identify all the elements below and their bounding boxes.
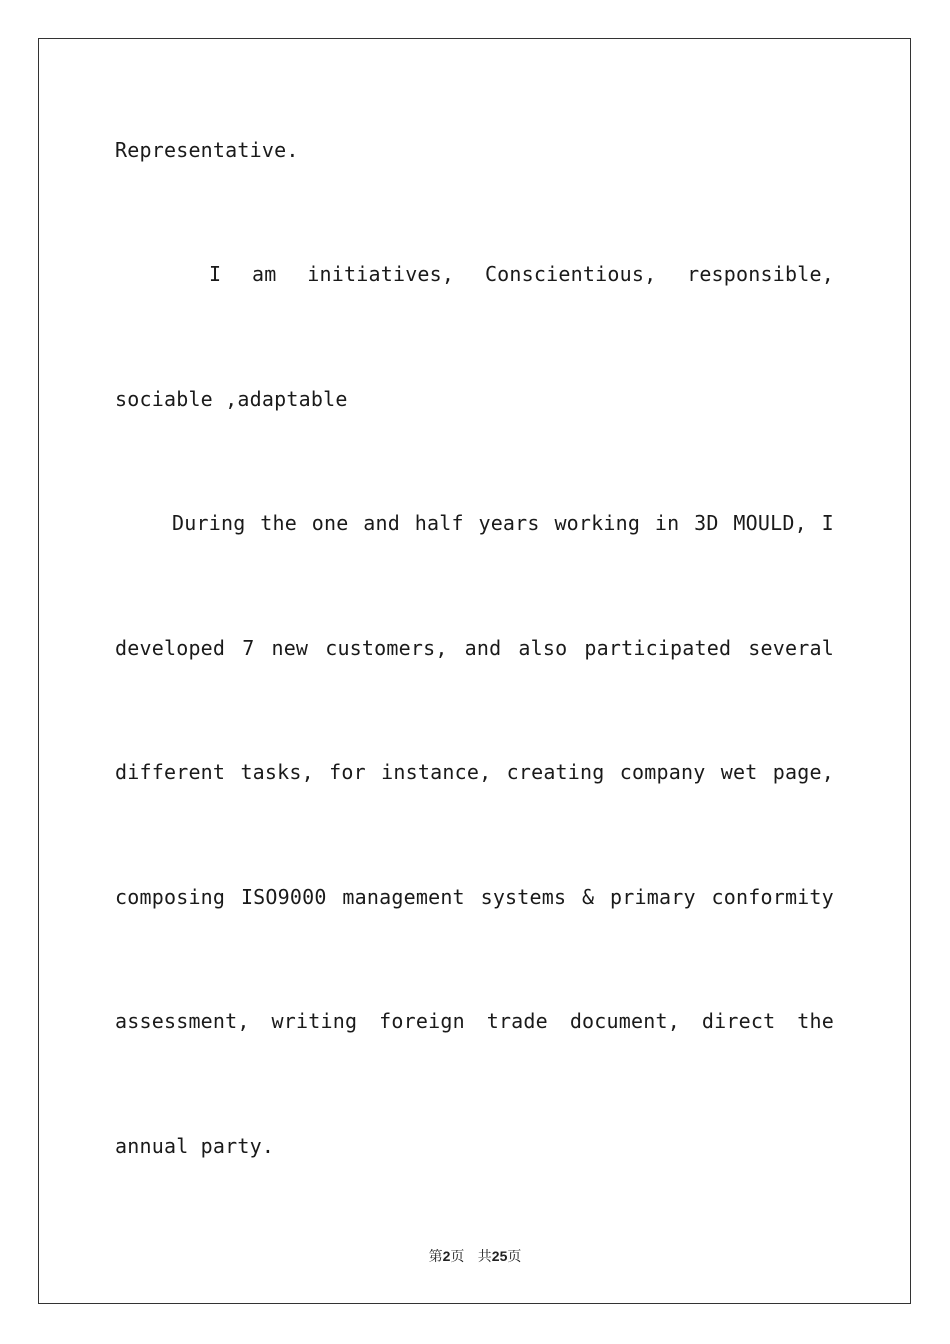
text-line-1 — [115, 137, 834, 163]
word: conformity — [711, 885, 834, 909]
total-prefix: 共 — [477, 1249, 492, 1265]
text-line-4 — [115, 510, 834, 536]
word: sociable ,adaptable — [115, 387, 348, 411]
text-line-3 — [115, 386, 834, 412]
word: & — [582, 885, 595, 909]
text-line-2 — [115, 261, 834, 287]
word: one — [311, 511, 349, 535]
word: trade — [486, 1009, 548, 1033]
word: wet — [720, 760, 758, 784]
word: primary — [610, 885, 696, 909]
word: new — [271, 636, 309, 660]
page-footer — [0, 1246, 950, 1267]
word: 7 — [242, 636, 255, 660]
word: MOULD, — [733, 511, 807, 535]
word: assessment, — [115, 1009, 250, 1033]
page-number: 2 — [442, 1248, 451, 1264]
word: I — [821, 511, 834, 535]
word: document, — [569, 1009, 680, 1033]
word: and — [464, 636, 502, 660]
word: 3D — [694, 511, 719, 535]
word: customers, — [325, 636, 448, 660]
page-border — [38, 38, 911, 1304]
word: working — [554, 511, 641, 535]
word: systems — [480, 885, 567, 909]
word: different — [115, 760, 226, 784]
word: the — [260, 511, 297, 535]
word: participated — [584, 636, 732, 660]
word: management — [342, 885, 465, 909]
word: Representative. — [115, 138, 299, 162]
word: direct — [701, 1009, 776, 1033]
word: creating — [506, 760, 605, 784]
word: writing — [271, 1009, 358, 1033]
word: I — [209, 262, 222, 286]
total-pages: 25 — [491, 1248, 508, 1264]
word: for — [329, 760, 366, 784]
total-suffix: 页 — [507, 1249, 522, 1265]
word: During — [172, 511, 246, 535]
word: also — [518, 636, 568, 660]
word: foreign — [379, 1009, 465, 1033]
word: company — [619, 760, 706, 784]
text-line-6 — [115, 759, 834, 785]
word: ISO9000 — [240, 885, 327, 909]
page-suffix: 页 — [450, 1249, 465, 1265]
word: composing — [115, 885, 226, 909]
word: in — [654, 511, 680, 535]
text-line-7 — [115, 884, 834, 910]
word: annual party. — [115, 1134, 275, 1158]
word: several — [748, 636, 834, 660]
word: years — [478, 511, 540, 535]
word: Conscientious, — [484, 262, 657, 286]
page-prefix: 第 — [428, 1249, 443, 1265]
text-line-5 — [115, 635, 834, 661]
word: and — [363, 511, 400, 535]
text-line-9 — [115, 1133, 834, 1159]
word: half — [414, 511, 464, 535]
word: initiatives, — [307, 262, 455, 286]
word: responsible, — [687, 262, 834, 286]
text-line-8 — [115, 1008, 834, 1034]
word: the — [797, 1009, 834, 1033]
word: developed — [115, 636, 226, 660]
word: tasks, — [240, 760, 314, 784]
word: instance, — [381, 760, 492, 784]
word: am — [252, 262, 277, 286]
word: page, — [772, 760, 834, 784]
